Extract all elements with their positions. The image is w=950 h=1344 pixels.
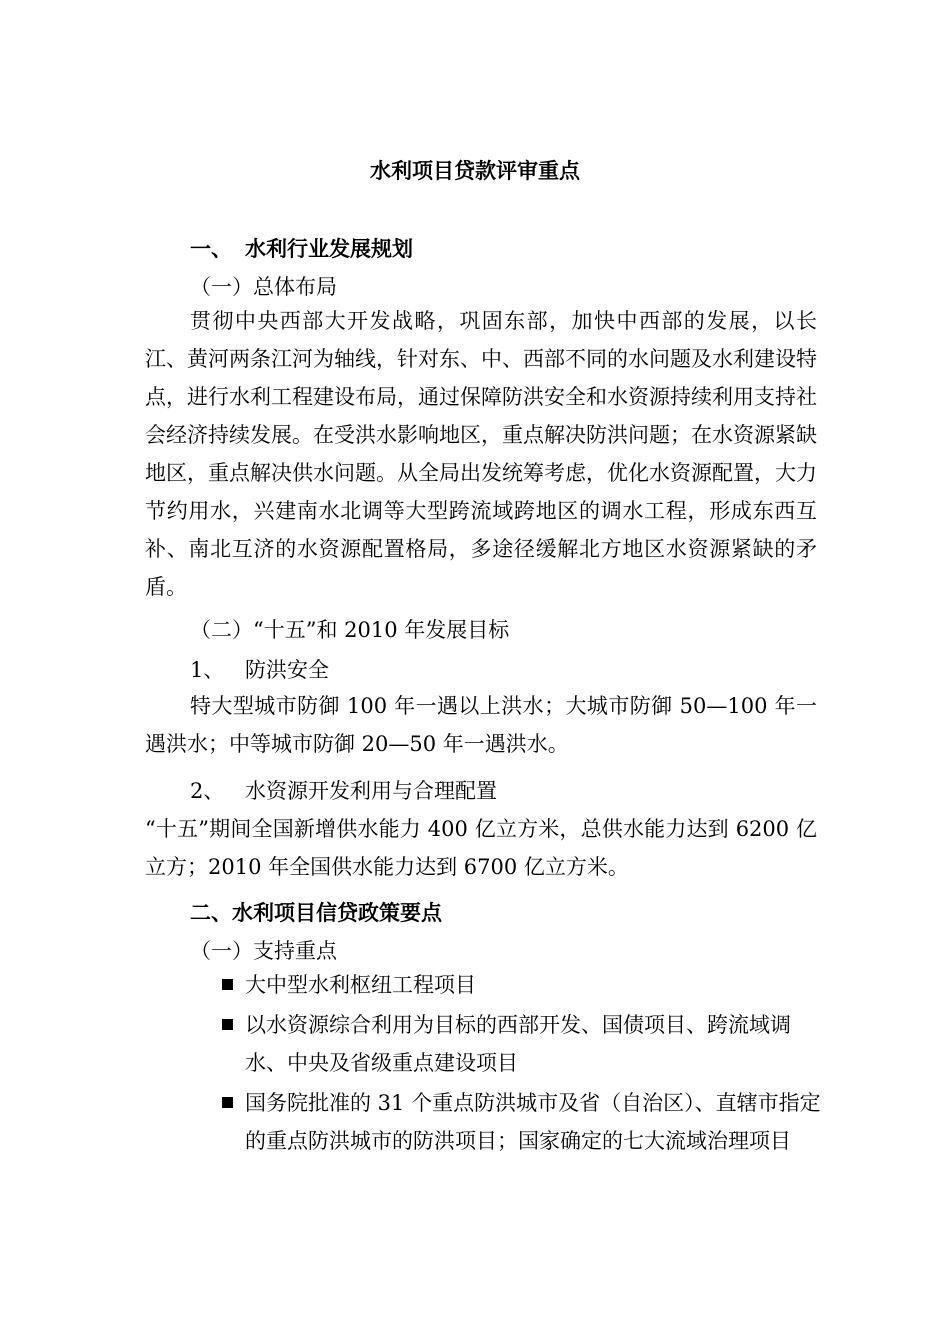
document-title: 水利项目贷款评审重点 [370,159,580,183]
subsection-support-heading: （一）支持重点 [190,939,337,963]
goal-item-1-number: 1、 [190,658,225,682]
goal-item-2-heading [190,775,497,805]
square-bullet-icon [222,979,233,990]
goal-item-1-label: 防洪安全 [245,658,329,682]
square-bullet-icon [222,1097,233,1108]
section-1-title: 水利行业发展规划 [245,237,413,261]
list-item-text: 国务院批准的 31 个重点防洪城市及省（自治区）、直辖市指定的重点防洪城市的防洪项目；国家确定的七大流域治理项目 [245,1091,821,1153]
goal-item-2-label: 水资源开发利用与合理配置 [245,779,497,803]
list-item [222,1084,822,1160]
section-1-number: 一、 [190,237,232,261]
water-resources-paragraph: “十五”期间全国新增供水能力 400 亿立方米，总供水能力达到 6200 亿立方；2010 年全国供水能力达到 6700 亿立方米。 [145,817,817,879]
subsection-layout-heading: （一）总体布局 [190,275,337,299]
subsection-goals-heading: （二）“十五”和 2010 年发展目标 [190,618,510,642]
list-item-text: 大中型水利枢纽工程项目 [245,973,476,997]
square-bullet-icon [222,1019,233,1030]
flood-control-paragraph: 特大型城市防御 100 年一遇以上洪水；大城市防御 50—100 年一遇洪水；中等城市防御 20—50 年一遇洪水。 [145,694,817,756]
goal-item-1-heading [190,654,329,684]
section-2-heading: 二、水利项目信贷政策要点 [190,901,442,925]
list-item-text: 以水资源综合利用为目标的西部开发、国债项目、跨流域调水、中央及省级重点建设项目 [245,1013,791,1075]
list-item [222,966,822,1004]
section-1-heading [190,233,413,263]
layout-paragraph: 贯彻中央西部大开发战略，巩固东部，加快中西部的发展，以长江、黄河两条江河为轴线，针对东、中、西部不同的水问题及水利建设特点，进行水利工程建设布局，通过保障防洪安全和水资源持续利用支持社会经济持续发展。在受洪水影响地区，重点解决防洪问题；在水资源紧缺地区，重点解决供水问题。从全局出发统筹考虑，优化水资源配置，大力节约用水，兴建南水北调等大型跨流域跨地区的调水工程，形成东西互补、南北互济的水资源配置格局，多途径缓解北方地区水资源紧缺的矛盾。 [145,309,817,599]
goal-item-2-number: 2、 [190,779,225,803]
list-item [222,1006,822,1082]
